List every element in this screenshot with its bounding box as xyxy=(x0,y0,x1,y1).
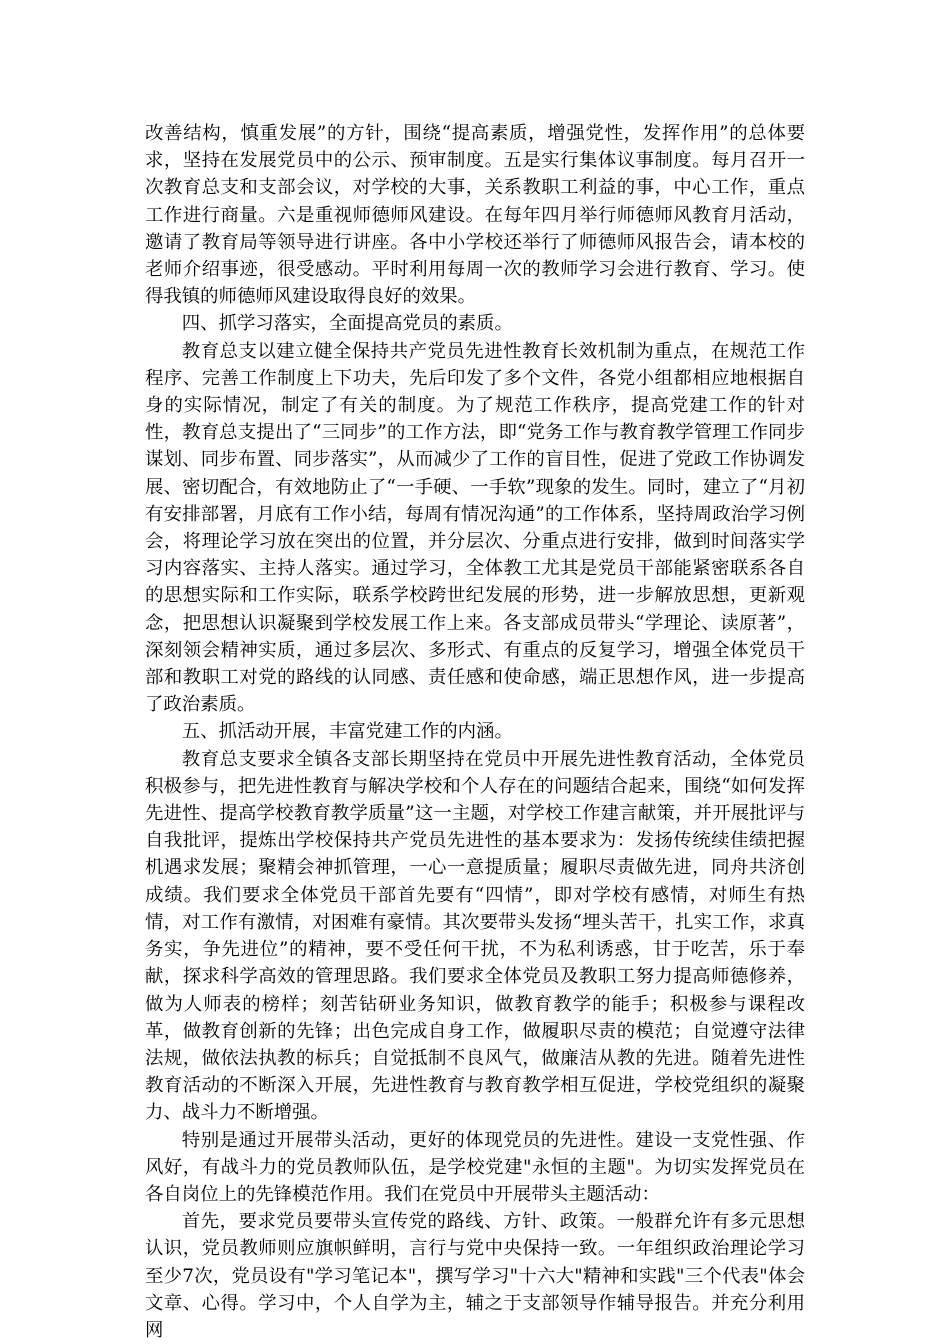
paragraph-lead-activities: 特别是通过开展带头活动，更好的体现党员的先进性。建设一支党性强、作风好，有战斗力的党员教师队伍，是学校党建"永恒的主题"。为切实发挥党员在各自岗位上的先锋模范作用。我们在党员中开展带头主题活动： xyxy=(145,1129,805,1205)
paragraph-activities: 教育总支要求全镇各支部长期坚持在党员中开展先进性教育活动，全体党员积极参与，把先进性教育与解决学校和个人存在的问题结合起来，围绕“如何发挥先进性、提高学校教育教学质量”这一主题，对学校工作建言献策，并开展批评与自我批评，提炼出学校保持共产党员先进性的基本要求为：发扬传统续佳绩把握机遇求发展；聚精会神抓管理，一心一意提质量；履职尽责做先进，同舟共济创成绩。我们要求全体党员干部首先要有“四情”，即对学校有感情，对师生有热情，对工作有激情，对困难有豪情。其次要带头发扬“埋头苦干，扎实工作，求真务实，争先进位”的精神，要不受任何干扰，不为私利诱惑，甘于吃苦，乐于奉献，探求科学高效的管理思路。我们要求全体党员及教职工努力提高师德修养，做为人师表的榜样；刻苦钻研业务知识，做教育教学的能手；积极参与课程改革，做教育创新的先锋；出色完成自身工作，做履职尽责的模范；自觉遵守法律法规，做依法执教的标兵；自觉抵制不良风气，做廉洁从教的先进。随着先进性教育活动的不断深入开展，先进性教育与教育教学相互促进，学校党组织的凝聚力、战斗力不断增强。 xyxy=(145,748,805,1124)
section-heading-five: 五、抓活动开展，丰富党建工作的内涵。 xyxy=(181,721,513,743)
document-page xyxy=(145,120,805,1344)
paragraph-continuation: 改善结构，慎重发展”的方针，围绕“提高素质，增强党性，发挥作用”的总体要求，坚持在发展党员中的公示、预审制度。五是实行集体议事制度。每月召开一次教育总支和支部会议，对学校的大事，关系教职工利益的事，中心工作，重点工作进行商量。六是重视师德师风建设。在每年四月举行师德师风教育月活动，邀请了教育局等领导进行讲座。各中小学校还举行了师德师风报告会，请本校的老师介绍事迹，很受感动。平时利用每周一次的教师学习会进行教育、学习。使得我镇的师德师风建设取得良好的效果。 xyxy=(145,123,805,308)
paragraph-study: 教育总支以建立健全保持共产党员先进性教育长效机制为重点，在规范工作程序、完善工作制度上下功夫，先后印发了多个文件，各党小组都相应地根据自身的实际情况，制定了有关的制度。为了规范工作秩序，提高党建工作的针对性，教育总支提出了“三同步”的工作方法，即“党务工作与教育教学管理工作同步谋划、同步布置、同步落实”，从而减少了工作的盲目性，促进了党政工作协调发展、密切配合，有效地防止了“一手硬、一手软”现象的发生。同时，建立了“月初有安排部署，月底有工作小结，每周有情况沟通”的工作体系，坚持周政治学习例会，将理论学习放在突出的位置，并分层次、分重点进行安排，做到时间落实学习内容落实、主持人落实。通过学习，全体教工尤其是党员干部能紧密联系各自的思想实际和工作实际，联系学校跨世纪发展的形势，进一步解放思想，更新观念，把思想认识凝聚到学校发展工作上来。各支部成员带头“学理论、读原著”，深刻领会精神实质，通过多层次、多形式、有重点的反复学习，增强全体党员干部和教职工对党的路线的认同感、责任感和使命感，端正思想作风，进一步提高了政治素质。 xyxy=(145,340,805,716)
section-heading-four: 四、抓学习落实，全面提高党员的素质。 xyxy=(181,313,513,335)
paragraph-first: 首先，要求党员要带头宣传党的路线、方针、政策。一般群允许有多元思想认识，党员教师则应旗帜鲜明，言行与党中央保持一致。一年组织政治理论学习至少7次，党员设有"学习笔记本"，撰写学习"十六大"精神和实践"三个代表"体会文章、心得。学习中，个人自学为主，辅之于支部领导作辅导报告。并充分利用网 xyxy=(145,1211,805,1341)
